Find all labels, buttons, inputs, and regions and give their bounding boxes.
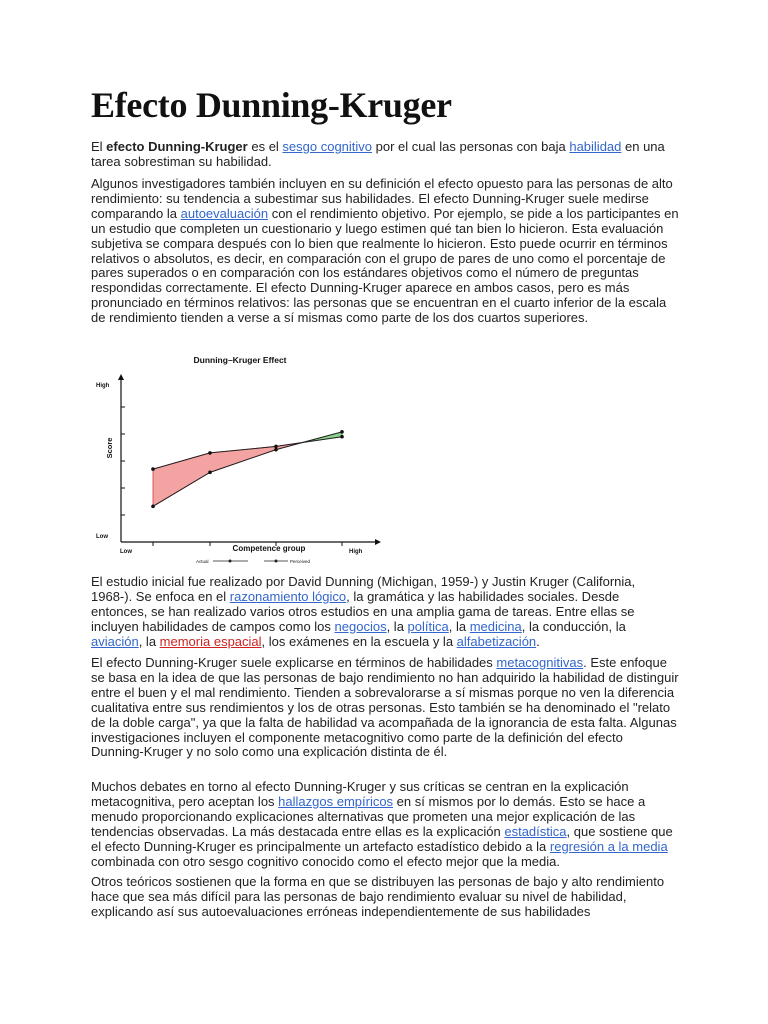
link-razonamiento-logico[interactable]: razonamiento lógico xyxy=(229,588,347,604)
chart-title: Dunning–Kruger Effect xyxy=(193,355,287,365)
link-habilidad[interactable]: habilidad xyxy=(569,139,622,154)
chart-axes xyxy=(118,374,381,546)
text: Muchos debates en torno al efecto Dunning-Kruger y sus críticas se centran en la explicación metacognitiva, pero aceptan los xyxy=(91,779,629,809)
paragraph-theorists xyxy=(91,875,679,920)
legend-perceived-label: Perceived xyxy=(290,559,311,564)
dunning-kruger-chart xyxy=(88,350,388,572)
text: , la gramática y las habilidades sociales. Desde entonces, se han realizado varios otros estudios en una amplia gama de tareas. Entre ellas se incluyen habilidades de campos como los xyxy=(91,588,635,634)
text: , que sostiene que el efecto Dunning-Kruger es principalmente un artefacto estadístico debido a la xyxy=(91,823,673,854)
legend-actual-marker xyxy=(229,560,232,563)
legend-perceived-marker xyxy=(275,560,278,563)
y-axis-arrow xyxy=(118,374,124,380)
legend xyxy=(196,559,311,564)
page-title: Efecto Dunning-Kruger xyxy=(91,85,452,125)
link-aviacion[interactable]: aviación xyxy=(91,633,139,649)
link-medicina[interactable]: medicina xyxy=(469,618,522,634)
text: en una tarea sobrestiman su habilidad. xyxy=(91,139,665,169)
perceived-point xyxy=(274,445,278,449)
overestimation-area xyxy=(153,443,302,507)
y-axis-label: Score xyxy=(105,437,114,459)
actual-point xyxy=(340,430,344,434)
link-autoevaluacion[interactable]: autoevaluación xyxy=(180,205,269,221)
x-tick-high: High xyxy=(349,549,363,555)
link-negocios[interactable]: negocios xyxy=(334,618,387,634)
link-metacognitivas[interactable]: metacognitivas xyxy=(496,655,584,670)
paragraph-definition xyxy=(91,177,679,326)
perceived-point xyxy=(151,467,155,471)
text: , la xyxy=(448,618,470,634)
link-hallazgos-empiricos[interactable]: hallazgos empíricos xyxy=(278,793,394,809)
text: Otros teóricos sostienen que la forma en que se distribuyen las personas de bajo y alto rendimiento hace que sea más difícil para las personas de bajo rendimiento evaluar su nivel de habilidad, explicando así sus autoevaluaciones erróneas independientemente de sus habilidades xyxy=(91,874,665,919)
text: , la xyxy=(138,633,160,649)
paragraph-study xyxy=(91,575,679,650)
link-politica[interactable]: política xyxy=(407,618,449,634)
legend-actual-label: Actual xyxy=(196,559,209,564)
text: con el rendimiento objetivo. Por ejemplo, se pide a los participantes en un estudio que completen un cuestionario y luego estimen qué tan bien lo hicieron. Esta evaluación subjetiva se compara después con lo bien que realmente lo hicieron. Esto puede ocurrir en términos relativos o absolutos, es decir, en comparación con el grupo de pares de uno como el porcentaje de pares superados o en comparación con los estándares objetivos como el número de preguntas respondidas correctamente. El efecto Dunning-Kruger aparece en ambos casos, pero es más pronunciado en términos relativos: las personas que se encuentran en el cuarto inferior de la escala de rendimiento tienden a verse a sí mismas como parte de los dos cuartos superiores. xyxy=(91,205,679,326)
paragraph-metacognitive xyxy=(91,656,679,760)
actual-point xyxy=(274,448,278,452)
text: El estudio inicial fue realizado por David Dunning (Michigan, 1959-) y Justin Kruger (California, 1968-). Se enfoca en el xyxy=(91,574,636,604)
text: , la xyxy=(386,618,408,634)
link-estadistica[interactable]: estadística xyxy=(504,823,567,839)
text: . Este enfoque se basa en la idea de que las personas de bajo rendimiento no han adquirido la habilidad de distinguir entre el buen y el mal rendimiento. Tienden a sobrevalorarse a sí mismas porque no ven la diferencia cualitativa entre sus rendimientos y los de otras personas. Esto también se ha denominado el "relato de la doble carga", ya que la falta de habilidad va acompañada de la ignorancia de esta falta. Algunas investigaciones incluyen el componente metacognitivo como parte de la definición del efecto Dunning-Kruger y no solo como una explicación distinta de él. xyxy=(91,655,679,760)
text: en sí mismos por lo demás. Esto se hace a menudo proporcionando explicaciones alternativas que prometen una mejor explicación de las tendencias observadas. La más destacada entre ellas es la explicación xyxy=(91,793,646,839)
text: , los exámenes en la escuela y la xyxy=(261,633,457,649)
link-regresion-a-la-media[interactable]: regresión a la media xyxy=(549,838,668,854)
text: El efecto Dunning-Kruger suele explicarse en términos de habilidades xyxy=(91,655,497,670)
paragraph-intro xyxy=(91,140,679,170)
text: por el cual las personas con baja xyxy=(372,139,570,154)
perceived-point xyxy=(340,435,344,439)
text: combinada con otro sesgo cognitivo conocido como el efecto mejor que la media. xyxy=(91,853,560,869)
perceived-point xyxy=(208,451,212,455)
link-alfabetizacion[interactable]: alfabetización xyxy=(456,633,537,649)
text: es el xyxy=(247,139,283,154)
text: , la conducción, la xyxy=(521,618,626,634)
x-axis-label: Competence group xyxy=(232,544,306,553)
plot-area xyxy=(151,430,344,508)
text: Algunos investigadores también incluyen en su definición el efecto opuesto para las personas de alto rendimiento: su tendencia a subestimar sus habilidades. El efecto Dunning-Kruger suele medirse comparando la xyxy=(91,176,673,221)
paragraph-debates xyxy=(91,780,679,869)
x-tick-low: Low xyxy=(120,549,132,555)
link-sesgo-cognitivo[interactable]: sesgo cognitivo xyxy=(282,139,373,154)
link-memoria-espacial[interactable]: memoria espacial xyxy=(159,633,262,649)
bold-term: efecto Dunning-Kruger xyxy=(106,139,248,154)
text: El xyxy=(91,139,107,154)
x-axis-arrow xyxy=(375,539,381,545)
text: . xyxy=(536,633,540,649)
y-tick-high: High xyxy=(96,383,110,389)
actual-point xyxy=(151,505,155,509)
actual-point xyxy=(208,471,212,475)
y-tick-low: Low xyxy=(96,534,108,540)
